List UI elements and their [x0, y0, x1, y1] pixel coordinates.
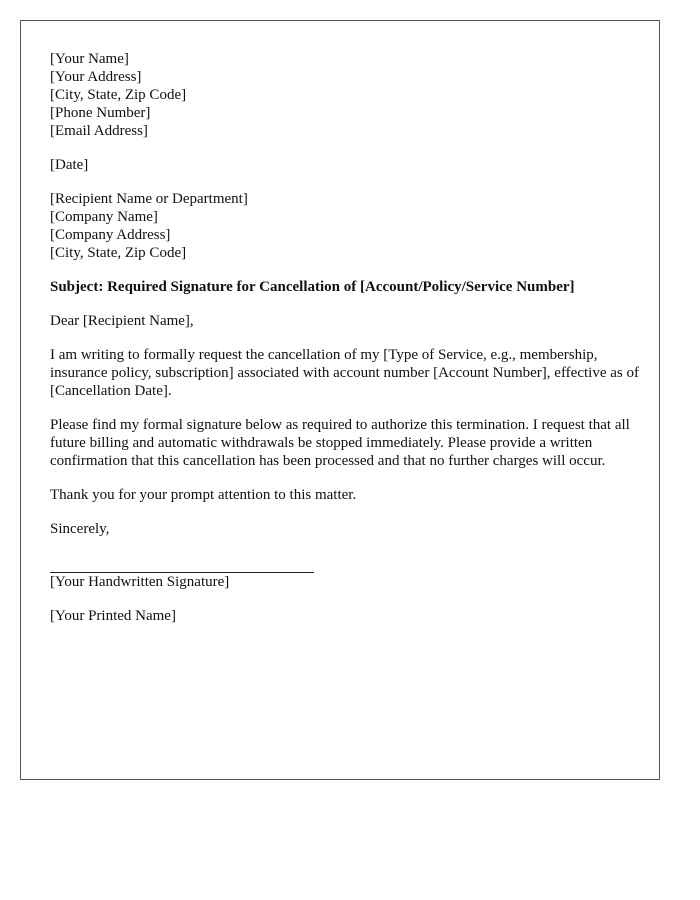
- signature-space: [50, 538, 640, 572]
- sender-phone: [Phone Number]: [50, 105, 151, 121]
- body-paragraph: Please find my formal signature below as required to authorize this termination. I request that all future billing and automatic withdrawals be stopped immediately. Please provide a written confirmation that this cancellation has been processed and that no further charges will occur.: [50, 417, 630, 469]
- sender-name: [Your Name]: [50, 51, 129, 67]
- spacer: [50, 140, 640, 156]
- spacer: [50, 504, 640, 520]
- recipient-block: [50, 190, 640, 262]
- recipient-company-address: [Company Address]: [50, 227, 171, 243]
- spacer: [50, 470, 640, 486]
- recipient-city-state-zip: [City, State, Zip Code]: [50, 245, 187, 261]
- recipient-name: [Recipient Name or Department]: [50, 191, 248, 207]
- body-paragraph: I am writing to formally request the cancellation of my [Type of Service, e.g., membership, insurance policy, subscription] associated with account number [Account Number], effective as of [Cancellation Date].: [50, 347, 639, 399]
- sender-address: [Your Address]: [50, 69, 142, 85]
- sender-block: [50, 50, 640, 140]
- body-paragraph: Thank you for your prompt attention to this matter.: [50, 487, 357, 503]
- closing: Sincerely,: [50, 521, 110, 537]
- printed-name: [Your Printed Name]: [50, 608, 176, 624]
- letter-subject: Subject: Required Signature for Cancellation of [Account/Policy/Service Number]: [50, 279, 575, 295]
- spacer: [50, 262, 640, 278]
- spacer: [50, 400, 640, 416]
- sender-city-state-zip: [City, State, Zip Code]: [50, 87, 187, 103]
- letter-date: [Date]: [50, 157, 89, 173]
- salutation: Dear [Recipient Name],: [50, 313, 194, 329]
- spacer: [50, 296, 640, 312]
- spacer: [50, 591, 640, 607]
- letter-frame: [20, 20, 660, 780]
- signature-placeholder: [Your Handwritten Signature]: [50, 574, 230, 590]
- sender-email: [Email Address]: [50, 123, 148, 139]
- spacer: [50, 330, 640, 346]
- spacer: [50, 174, 640, 190]
- letter-content: [50, 50, 640, 625]
- recipient-company: [Company Name]: [50, 209, 158, 225]
